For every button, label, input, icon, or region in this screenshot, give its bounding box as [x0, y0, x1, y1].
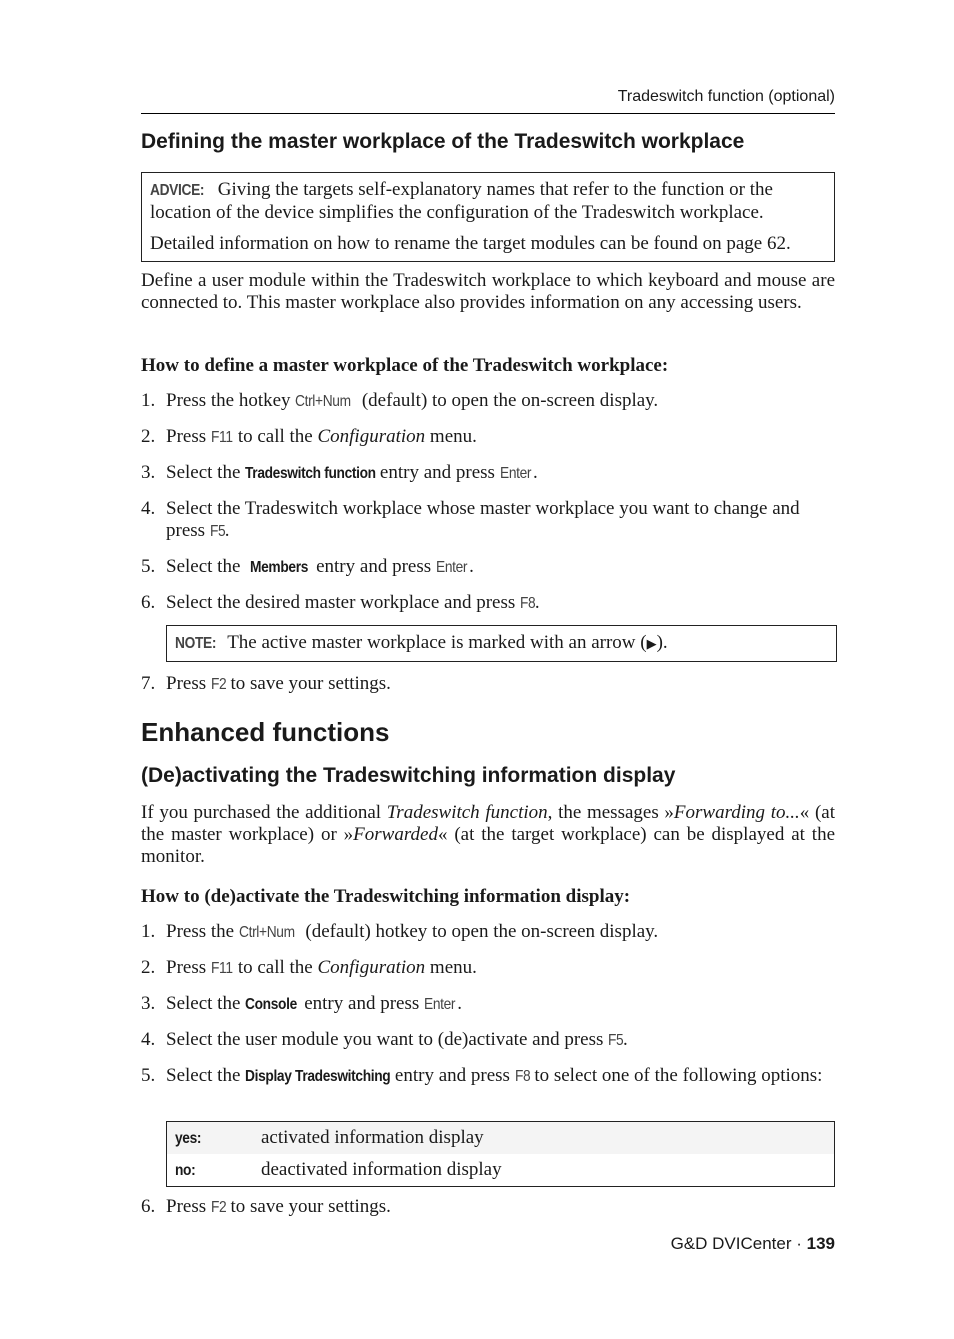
advice-label: ADVICE: — [150, 182, 205, 199]
steps-master-list — [141, 390, 835, 615]
options-table — [166, 1121, 835, 1187]
option-desc: activated information display — [261, 1127, 484, 1148]
menu-console: Console — [245, 996, 298, 1013]
howto-deactivate-heading: How to (de)activate the Tradeswitching information display: — [141, 886, 631, 907]
menu-members: Members — [249, 559, 308, 576]
option-row-yes — [167, 1122, 834, 1154]
step-6: 6. Press F2 to save your settings. — [141, 1196, 391, 1217]
advice-box — [141, 172, 835, 262]
key-f8: F8 — [514, 1068, 531, 1085]
key-enter: Enter — [435, 559, 468, 576]
step-2: 2. Press F11 to call the Configuration menu. — [141, 957, 477, 978]
key-ctrl-num: Ctrl+Num — [238, 924, 295, 941]
advice-text-2: Detailed information on how to rename the target modules can be found on page 62. — [150, 233, 791, 254]
step-5: 5. Select the Members entry and press Enter . — [141, 556, 474, 577]
step-4: 4. Select the Tradeswitch workplace whose master workplace you want to change and press F5. — [141, 498, 800, 541]
key-f5: F5 — [209, 523, 226, 540]
steps-deactivate-list — [141, 921, 835, 1088]
option-row-no — [167, 1154, 834, 1186]
key-f2: F2 — [210, 1199, 227, 1216]
key-f5: F5 — [608, 1032, 624, 1049]
step-6-container — [141, 1196, 835, 1219]
note-box: NOTE: The active master workplace is marked with an arrow (▶). — [166, 625, 837, 662]
step-3: 3. Select the Tradeswitch function entry and press Enter . — [141, 462, 538, 483]
section2-intro: If you purchased the additional Tradeswitch function, the messages »Forwarding to...« (at the master workplace) or »Forwarded« (at the target workplace) can be displayed at the monitor. — [141, 802, 836, 867]
option-desc: deactivated information display — [261, 1159, 502, 1180]
howto-master-heading: How to define a master workplace of the Tradeswitch workplace: — [141, 355, 669, 376]
key-f11: F11 — [210, 960, 233, 977]
running-header: Tradeswitch function (optional) — [617, 88, 835, 105]
header-rule — [141, 113, 835, 114]
key-enter: Enter — [424, 996, 456, 1013]
step-1: 1. Press the hotkey Ctrl+Num (default) to open the on-screen display. — [141, 390, 659, 411]
key-ctrl-num: Ctrl+Num — [295, 393, 352, 410]
key-f11: F11 — [210, 429, 233, 446]
step-7-container — [141, 673, 835, 696]
menu-tradeswitch-function: Tradeswitch function — [245, 465, 376, 482]
page-footer — [671, 1234, 835, 1254]
step-5: 5. Select the Display Tradeswitching entry and press F8 to select one of the following options: — [141, 1065, 823, 1086]
step-3: 3. Select the Console entry and press Enter . — [141, 993, 462, 1014]
option-key: yes: — [175, 1130, 202, 1147]
advice-text: Giving the targets self-explanatory names that refer to the function or the location of the device simplifies the configuration of the Tradeswitch workplace. — [150, 179, 773, 223]
step-4: 4. Select the user module you want to (de)activate and press F5. — [141, 1029, 628, 1050]
key-enter: Enter — [499, 465, 531, 482]
step-2: 2. Press F11 to call the Configuration menu. — [141, 426, 477, 447]
menu-display-tradeswitching: Display Tradeswitching — [245, 1068, 391, 1085]
footer-product: G&D DVICenter · — [670, 1234, 807, 1253]
enhanced-functions-heading: Enhanced functions — [141, 717, 390, 747]
step-6: 6. Select the desired master workplace and press F8. — [141, 592, 540, 613]
key-f8: F8 — [520, 595, 536, 612]
section1-intro: Define a user module within the Tradeswitch workplace to which keyboard and mouse are connected to. This master workplace also provides information on any accessing users. — [141, 270, 835, 313]
page-number: 139 — [806, 1234, 835, 1253]
option-key: no: — [175, 1162, 196, 1179]
step-1: 1. Press the Ctrl+Num (default) hotkey to open the on-screen display. — [141, 921, 659, 942]
section-heading-master-workplace: Defining the master workplace of the Tradeswitch workplace — [141, 130, 745, 153]
options-table-wrap — [141, 1121, 835, 1187]
note-label: NOTE: — [175, 635, 217, 652]
arrow-right-icon: ▶ — [646, 636, 657, 651]
tradeswitching-subheading: (De)activating the Tradeswitching information display — [141, 764, 676, 787]
step-7: 7. Press F2 to save your settings. — [141, 673, 391, 694]
key-f2: F2 — [210, 676, 227, 693]
